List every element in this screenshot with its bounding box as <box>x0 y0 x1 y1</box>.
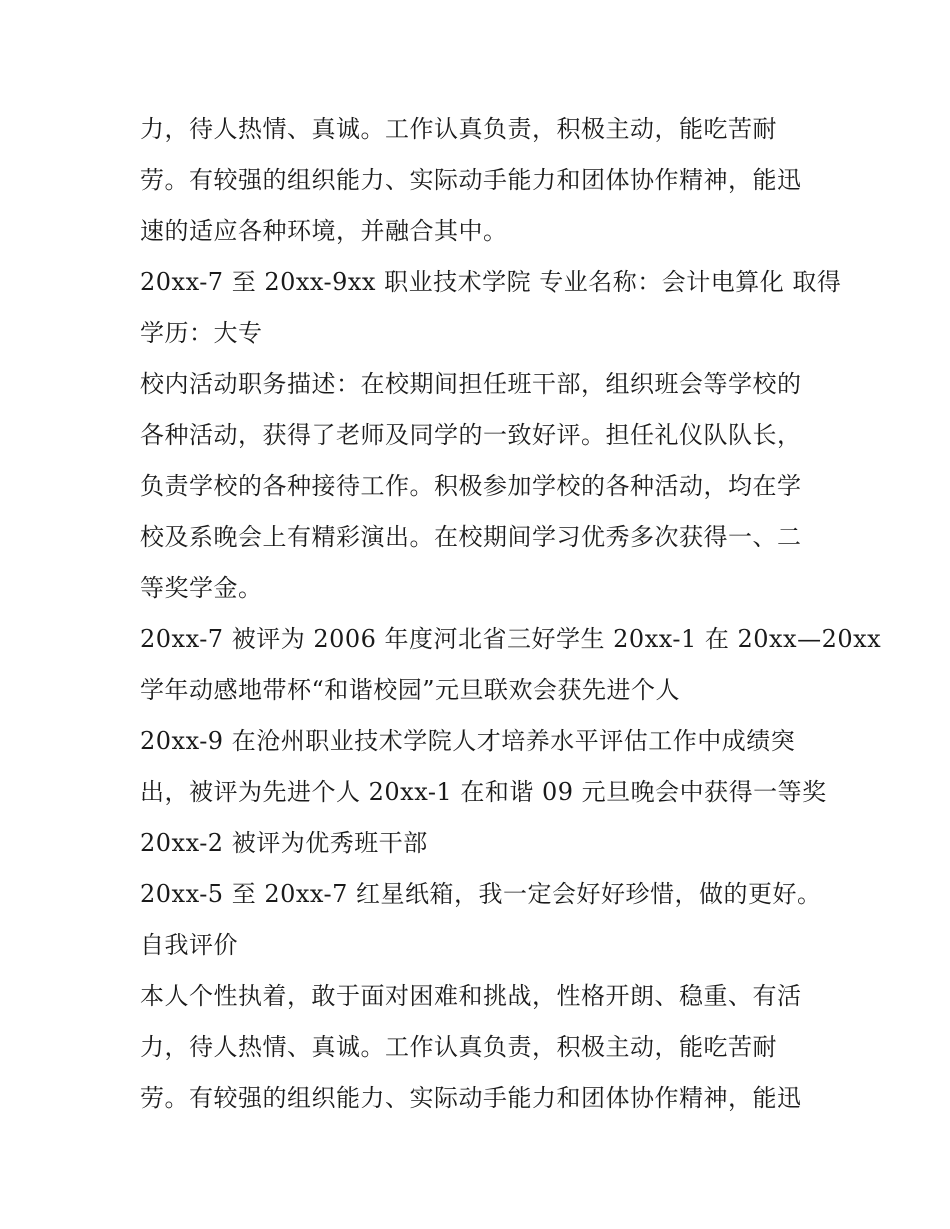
text-line-1: 力，待人热情、真诚。工作认真负责，积极主动，能吃苦耐 <box>140 115 777 143</box>
award-line-1: 20xx-7 被评为 2006 年度河北省三好学生 20xx-1 在 20xx—20xx <box>140 625 882 653</box>
award-line-4: 出，被评为先进个人 20xx-1 在和谐 09 元旦晚会中获得一等奖 <box>140 778 827 806</box>
self-evaluation-line-3: 劳。有较强的组织能力、实际动手能力和团体协作精神，能迅 <box>140 1084 802 1112</box>
text-line-3: 速的适应各种环境，并融合其中。 <box>140 217 508 245</box>
activity-line-1: 校内活动职务描述：在校期间担任班干部，组织班会等学校的 <box>140 370 802 398</box>
education-line-2: 学历：大专 <box>140 319 263 347</box>
activity-line-2: 各种活动，获得了老师及同学的一致好评。担任礼仪队队长， <box>140 421 802 449</box>
document-body <box>140 104 882 1124</box>
activity-line-5: 等奖学金。 <box>140 574 263 602</box>
activity-line-4: 校及系晚会上有精彩演出。在校期间学习优秀多次获得一、二 <box>140 523 802 551</box>
text-line-2: 劳。有较强的组织能力、实际动手能力和团体协作精神，能迅 <box>140 166 802 194</box>
self-evaluation-line-1: 本人个性执着，敢于面对困难和挑战，性格开朗、稳重、有活 <box>140 982 802 1010</box>
activity-line-3: 负责学校的各种接待工作。积极参加学校的各种活动，均在学 <box>140 472 802 500</box>
award-line-3: 20xx-9 在沧州职业技术学院人才培养水平评估工作中成绩突 <box>140 727 796 755</box>
self-evaluation-line-2: 力，待人热情、真诚。工作认真负责，积极主动，能吃苦耐 <box>140 1033 777 1061</box>
award-line-2: 学年动感地带杯“和谐校园”元旦联欢会获先进个人 <box>140 676 681 704</box>
award-line-5: 20xx-2 被评为优秀班干部 <box>140 829 428 857</box>
section-heading-self-evaluation: 自我评价 <box>140 931 238 959</box>
work-line-1: 20xx-5 至 20xx-7 红星纸箱，我一定会好好珍惜，做的更好。 <box>140 880 822 908</box>
education-line-1: 20xx-7 至 20xx-9xx 职业技术学院 专业名称：会计电算化 取得 <box>140 268 842 296</box>
